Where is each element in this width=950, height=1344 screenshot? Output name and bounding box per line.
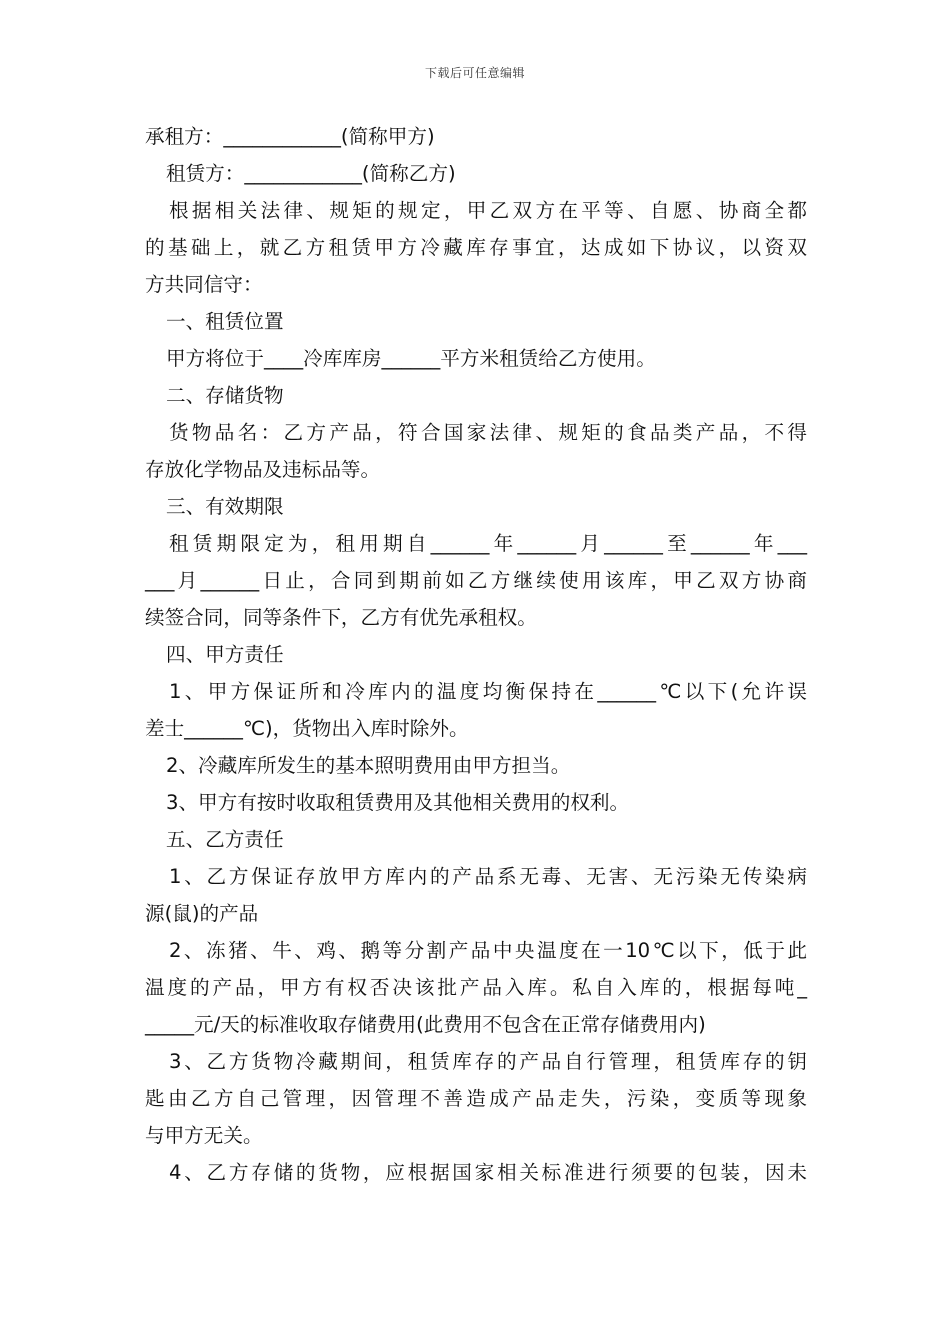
text-line: 的基础上，就乙方租赁甲方冷藏库存事宜，达成如下协议，以资双 — [145, 236, 807, 259]
text-line: 匙由乙方自己管理，因管理不善造成产品走失，污染，变质等现象 — [145, 1087, 807, 1110]
text-line: 1、甲方保证所和冷库内的温度均衡保持在______℃以下(允许误 — [169, 680, 807, 703]
text-line: 2、冷藏库所发生的基本照明费用由甲方担当。 — [166, 754, 571, 777]
text-line: 源(鼠)的产品 — [145, 902, 259, 925]
text-line: 3、乙方货物冷藏期间，租赁库存的产品自行管理，租赁库存的钥 — [169, 1050, 807, 1073]
text-line: 货物品名：乙方产品，符合国家法律、规矩的食品类产品，不得 — [169, 421, 807, 444]
section-heading: 三、有效期限 — [166, 495, 284, 518]
text-line: 承租方：____________(简称甲方) — [145, 125, 435, 148]
text-line: 根据相关法律、规矩的规定，甲乙双方在平等、自愿、协商全都 — [169, 199, 807, 222]
text-line: 4、乙方存储的货物，应根据国家相关标准进行须要的包装，因未 — [169, 1161, 807, 1184]
page-header: 下载后可任意编辑 — [424, 66, 525, 80]
text-line: 租赁期限定为，租用期自______年______月______至______年___ — [169, 532, 807, 555]
text-line: 方共同信守： — [145, 273, 263, 296]
text-line: 续签合同，同等条件下，乙方有优先承租权。 — [145, 606, 537, 629]
text-line: 与甲方无关。 — [145, 1124, 263, 1147]
text-line: 甲方将位于____冷库库房______平方米租赁给乙方使用。 — [166, 347, 656, 370]
text-line: 2、冻猪、牛、鸡、鹅等分割产品中央温度在一10℃以下，低于此 — [169, 939, 807, 962]
text-line: 3、甲方有按时收取租赁费用及其他相关费用的权利。 — [166, 791, 630, 814]
section-heading: 二、存储货物 — [166, 384, 284, 407]
section-heading: 一、租赁位置 — [166, 310, 284, 333]
section-heading: 五、乙方责任 — [166, 828, 284, 851]
text-line: _____元/天的标准收取存储费用(此费用不包含在正常存储费用内) — [145, 1013, 706, 1036]
text-line: ___月______日止，合同到期前如乙方继续使用该库，甲乙双方协商 — [145, 569, 807, 592]
document-body — [145, 118, 807, 1191]
text-line: 存放化学物品及违标品等。 — [145, 458, 381, 481]
text-line: 差士______℃)，货物出入库时除外。 — [145, 717, 469, 740]
section-heading: 四、甲方责任 — [166, 643, 284, 666]
text-line: 温度的产品，甲方有权否决该批产品入库。私自入库的，根据每吨_ — [145, 976, 807, 999]
text-line: 租赁方：____________(简称乙方) — [166, 162, 456, 185]
text-line: 1、乙方保证存放甲方库内的产品系无毒、无害、无污染无传染病 — [169, 865, 807, 888]
